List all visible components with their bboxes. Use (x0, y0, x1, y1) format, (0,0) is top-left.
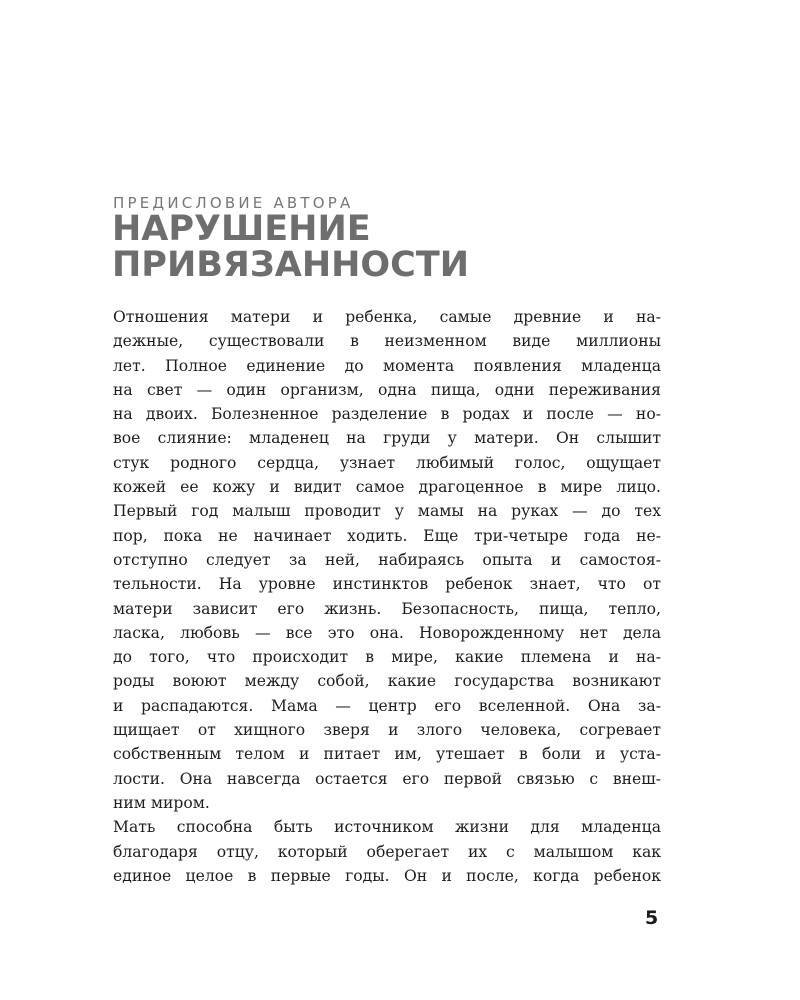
chapter-title-line: НАРУШЕНИЕ (112, 209, 371, 249)
paragraph-line: матери зависит его жизнь. Безопасность, пища, тепло, (113, 599, 661, 618)
paragraph-line: и распадаются. Мама — центр его вселенной. Она за- (113, 696, 661, 715)
paragraph-line: Отношения матери и ребенка, самые древние и на- (113, 308, 661, 326)
paragraph-line: до того, что происходит в мире, какие племена и на- (113, 648, 661, 667)
paragraph-line: отступно следует за ней, набираясь опыта и самостоя- (113, 550, 661, 569)
paragraph-line: лости. Она навсегда остается его первой связью с внеш- (113, 769, 661, 788)
paragraph-line: щищает от хищного зверя и злого человека, согревает (113, 721, 661, 740)
paragraph-line: роды воюют между собой, какие государства возникают (113, 672, 661, 691)
paragraph-line: Первый год малыш проводит у мамы на руках — до тех (113, 502, 661, 521)
paragraph-line: собственным телом и питает им, утешает в боли и уста- (113, 745, 661, 764)
paragraph-line: кожей ее кожу и видит самое драгоценное в мире лицо. (113, 478, 661, 497)
paragraph-line: дежные, существовали в неизменном виде миллионы (113, 332, 661, 351)
section-kicker: ПРЕДИСЛОВИЕ АВТОРА (113, 194, 354, 212)
page-number: 5 (645, 907, 659, 929)
chapter-title-line: ПРИВЯЗАННОСТИ (112, 245, 470, 285)
paragraph-line: благодаря отцу, который оберегает их с малышом как (113, 842, 661, 861)
body-text (113, 305, 661, 888)
paragraph-line: ним миром. (113, 793, 210, 812)
paragraph-line: на двоих. Болезненное разделение в родах и после — но- (113, 405, 661, 424)
chapter-title (112, 211, 469, 283)
paragraph-line: Мать способна быть источником жизни для младенца (113, 818, 661, 837)
paragraph-line: вое слияние: младенец на груди у матери. Он слышит (113, 429, 661, 448)
paragraph-line: лет. Полное единение до момента появления младенца (113, 356, 661, 375)
paragraph-line: тельности. На уровне инстинктов ребенок знает, что от (113, 575, 661, 594)
paragraph-line: стук родного сердца, узнает любимый голос, ощущает (113, 453, 661, 472)
paragraph-line: пор, пока не начинает ходить. Еще три-четыре года не- (113, 526, 661, 545)
paragraph-line: ласка, любовь — все это она. Новорожденному нет дела (113, 623, 661, 642)
paragraph-line: единое целое в первые годы. Он и после, когда ребенок (113, 866, 661, 885)
paragraph-line: на свет — один организм, одна пища, одни переживания (113, 380, 661, 399)
